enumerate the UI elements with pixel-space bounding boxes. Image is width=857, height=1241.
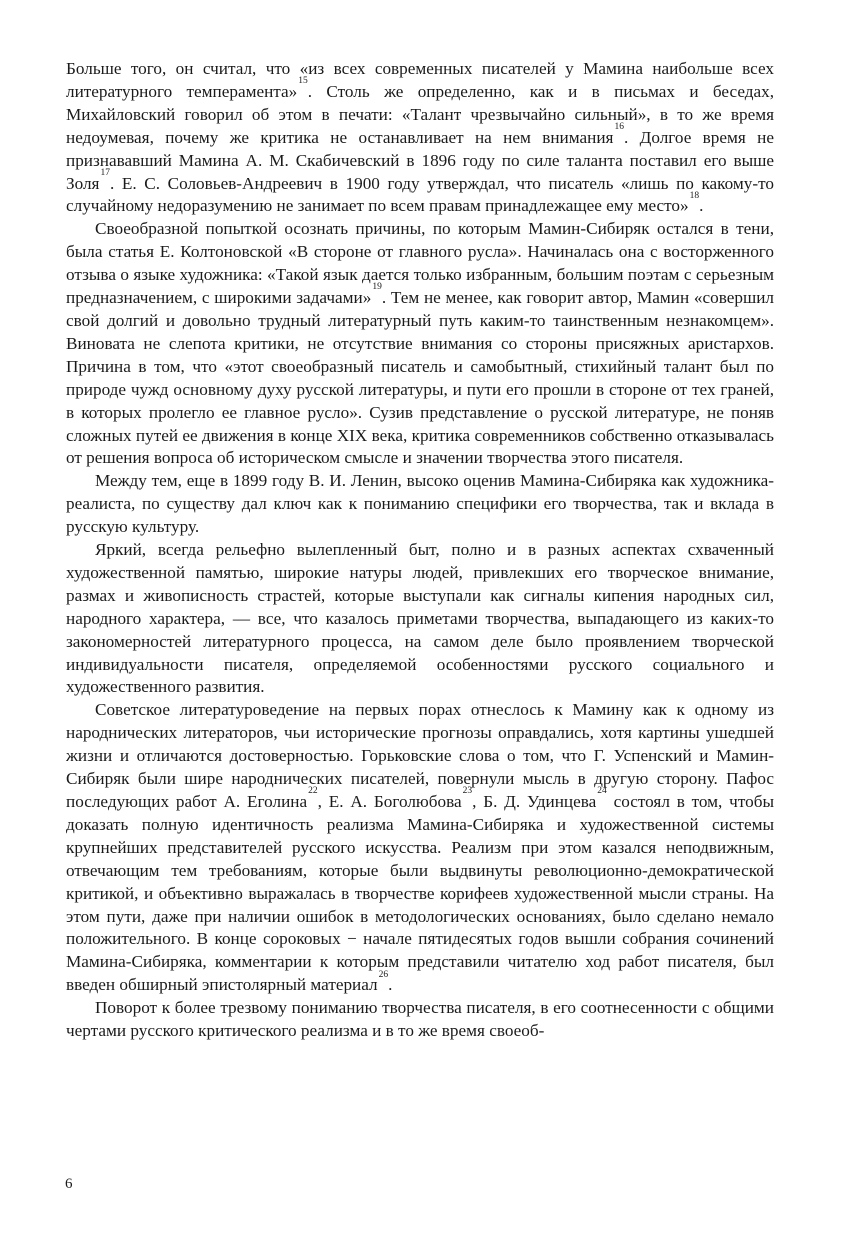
paragraph-text: состоял в том, чтобы доказать полную идентичность реализма Мамина-Сибиряка и художественной системы крупнейших представителей русского искусства. Реализм при этом казался неподвижным, отвечающим тем требованиям, которые были выдвинуты революционно-демократической критикой, и объективно выражалась в творчестве корифеев художественной мысли страны. На этом пути, даже при наличии ошибок в методологических основаниях, было сделано немало положительного. В конце сороковых − начале пятидесятых годов вышли собрания сочинений Мамина-Сибиряка, комментарии к которым представили читателю ход работ писателя, был введен обширный эпистолярный материал <box>66 792 774 995</box>
paragraph <box>66 699 774 997</box>
footnote-marker: 26 <box>378 969 389 980</box>
footnote-marker: 16 <box>614 121 624 132</box>
paragraph-text: Советское литературоведение на первых порах отнеслось к Мамину как к одному из народнических литераторов, чьи исторические прогнозы оправдались, хотя картины ушедшей жизни и отличаются достоверностью. Горьковские слова о том, что Г. Успенский и Мамин-Сибиряк были шире народнических писателей, повернули мысль в другую сторону. Пафос последующих работ А. Еголина <box>66 700 774 811</box>
paragraph-text: , Е. А. Боголюбова <box>317 792 462 811</box>
paragraph-text: . <box>699 196 704 216</box>
footnote-marker: 22 <box>308 786 318 797</box>
paragraph-text: Больше того, он считал, что «из всех современных писателей у Мамина наибольше всех литературного темперамента» <box>66 59 774 101</box>
paragraph <box>66 58 774 218</box>
paragraph-text: Между тем, еще в 1899 году В. И. Ленин, высоко оценив Мамина-Сибиряка как художника-реалиста, по существу дал ключ как к пониманию специфики его творчества, так и вклада в русскую культуру. <box>66 471 774 537</box>
footnote-marker: 24 <box>597 786 607 797</box>
paragraph-text: . Е. С. Соловьев-Андреевич в 1900 году утверждал, что писатель «лишь по какому-то случайному недоразумению не занимает по всем правам принадлежащее ему место» <box>66 173 774 216</box>
paragraph-text: . Столь же определенно, как и в письмах и беседах, Михайловский говорил об этом в печати: «Талант чрезвычайно сильный», в то же время недоумевая, почему же критика не останавливает на нем внимания <box>66 81 774 147</box>
paragraph-text: , Б. Д. Удинцева <box>472 792 597 811</box>
paragraph-text: . Долгое время не признававший Мамина А. М. Скабичевский в 1896 году по силе таланта поставил его выше Золя <box>66 127 774 193</box>
page-body <box>66 58 774 1043</box>
paragraph-text: Яркий, всегда рельефно вылепленный быт, полно и в разных аспектах схваченный художественной памятью, широкие натуры людей, привлекших его творческое внимание, размах и живописность страстей, которые выступали как сигналы кипения народных сил, народного характера, — все, что казалось приметами творчества, выпадающего из каких-то закономерностей литературного процесса, на самом деле было проявлением творческой индивидуальности писателя, определяемой особенностями русского социального и художественного развития. <box>66 540 774 697</box>
paragraph <box>66 470 774 539</box>
footnote-marker: 17 <box>100 167 110 178</box>
footnote-marker: 18 <box>689 190 700 201</box>
footnote-marker: 19 <box>372 282 382 293</box>
paragraph <box>66 539 774 699</box>
footnote-marker: 23 <box>462 786 473 797</box>
page-number: 6 <box>65 1176 73 1192</box>
paragraph <box>66 218 774 470</box>
paragraph <box>66 997 774 1043</box>
footnote-marker: 15 <box>298 76 308 87</box>
paragraph-text: . <box>388 975 393 995</box>
paragraph-text: Поворот к более трезвому пониманию творчества писателя, в его соотнесенности с общими чертами русского критического реализма и в то же время своеоб- <box>66 998 774 1041</box>
paragraph-text: . Тем не менее, как говорит автор, Мамин «совершил свой долгий и довольно трудный литературный путь каким-то таинственным незнакомцем». Виновата не слепота критики, не отсутствие внимания со стороны присяжных аристархов. Причина в том, что «этот своеобразный писатель и самобытный, стихийный талант был по природе чужд основному духу русской литературы, и пути его прошли в стороне от тех граней, в которых пролегло ее главное русло». Сузив представление о русской литературе, не поняв сложных путей ее движения в конце XIX века, критика современников собственно отказывалась от решения вопроса об историческом смысле и значении творчества этого писателя. <box>66 288 774 468</box>
paragraph-text: Своеобразной попыткой осознать причины, по которым Мамин-Сибиряк остался в тени, была статья Е. Колтоновской «В стороне от главного русла». Начиналась она с восторженного отзыва о языке художника: «Такой язык дается только избранным, большим поэтам с серьезным предназначением, с широкими задачами» <box>66 219 774 308</box>
